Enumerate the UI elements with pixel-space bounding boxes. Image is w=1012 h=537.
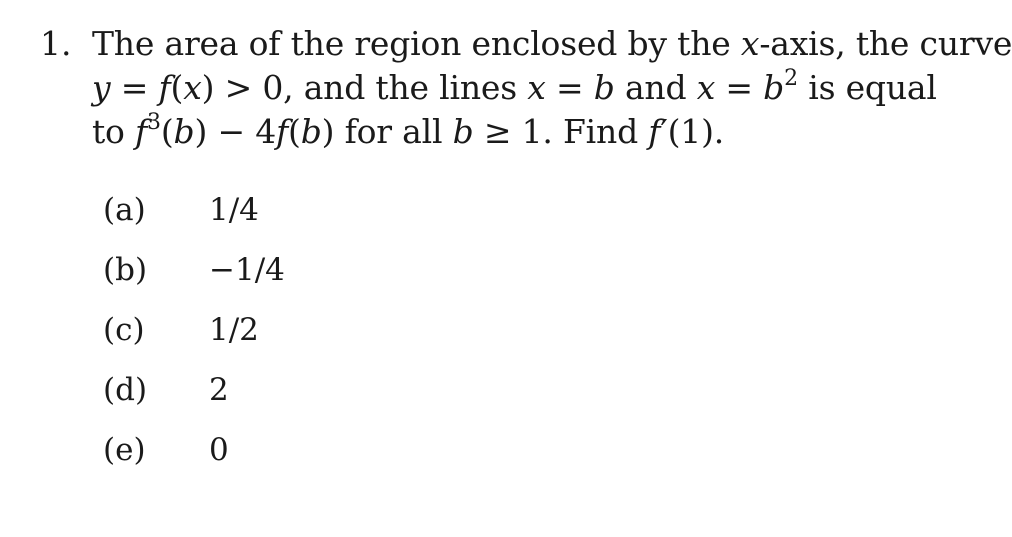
answer-choices <box>103 186 503 486</box>
choice-value: 1/2 <box>209 312 259 348</box>
text-run: is equal <box>797 68 937 107</box>
text-run: = <box>110 68 159 107</box>
math-var: y <box>92 68 111 107</box>
text-run: = <box>545 68 594 107</box>
math-var: f <box>276 112 289 151</box>
text-run: ≥ 1. Find <box>473 112 649 151</box>
text-run: ( <box>170 68 184 107</box>
question-number: 1. <box>40 24 72 63</box>
choice-label: (c) <box>103 312 145 348</box>
text-run: ) for all <box>321 112 453 151</box>
choice-b[interactable] <box>103 246 503 306</box>
choice-value: 0 <box>209 432 229 468</box>
choice-label: (b) <box>103 252 148 288</box>
text-run: ) − 4 <box>194 112 276 151</box>
text-run: ( <box>288 112 301 151</box>
math-var: f <box>135 112 148 151</box>
math-var: x <box>527 68 546 107</box>
question-line-1 <box>92 22 1012 66</box>
math-var: b <box>452 112 474 151</box>
text-run: ′(1). <box>660 112 725 151</box>
exponent: 3 <box>147 110 161 135</box>
math-var: x <box>740 24 760 63</box>
choice-value: 1/4 <box>209 192 259 228</box>
math-var: b <box>300 112 322 151</box>
text-run: -axis, the curve <box>759 24 1012 63</box>
math-var: x <box>183 68 202 107</box>
choice-c[interactable] <box>103 306 503 366</box>
text-run: and <box>614 68 697 107</box>
text-run: The area of the region enclosed by the <box>92 24 741 63</box>
choice-value: −1/4 <box>209 252 285 288</box>
math-var: b <box>763 68 785 107</box>
math-var: f <box>158 68 171 107</box>
exponent: 2 <box>784 66 798 91</box>
text-run: to <box>92 112 136 151</box>
choice-label: (e) <box>103 432 146 468</box>
text-run: ) > 0, and the lines <box>201 68 528 107</box>
math-var: f <box>648 112 661 151</box>
text-run: = <box>715 68 764 107</box>
math-var: x <box>696 68 716 107</box>
choice-e[interactable] <box>103 426 503 486</box>
text-run: ( <box>160 112 174 151</box>
math-var: b <box>173 112 195 151</box>
choice-a[interactable] <box>103 186 503 246</box>
choice-value: 2 <box>209 372 229 408</box>
question-line-3 <box>92 110 942 154</box>
choice-label: (d) <box>103 372 148 408</box>
choice-d[interactable] <box>103 366 503 426</box>
choice-label: (a) <box>103 192 146 228</box>
question-text <box>92 22 1012 154</box>
math-var: b <box>593 68 615 107</box>
question-line-2 <box>92 66 942 110</box>
